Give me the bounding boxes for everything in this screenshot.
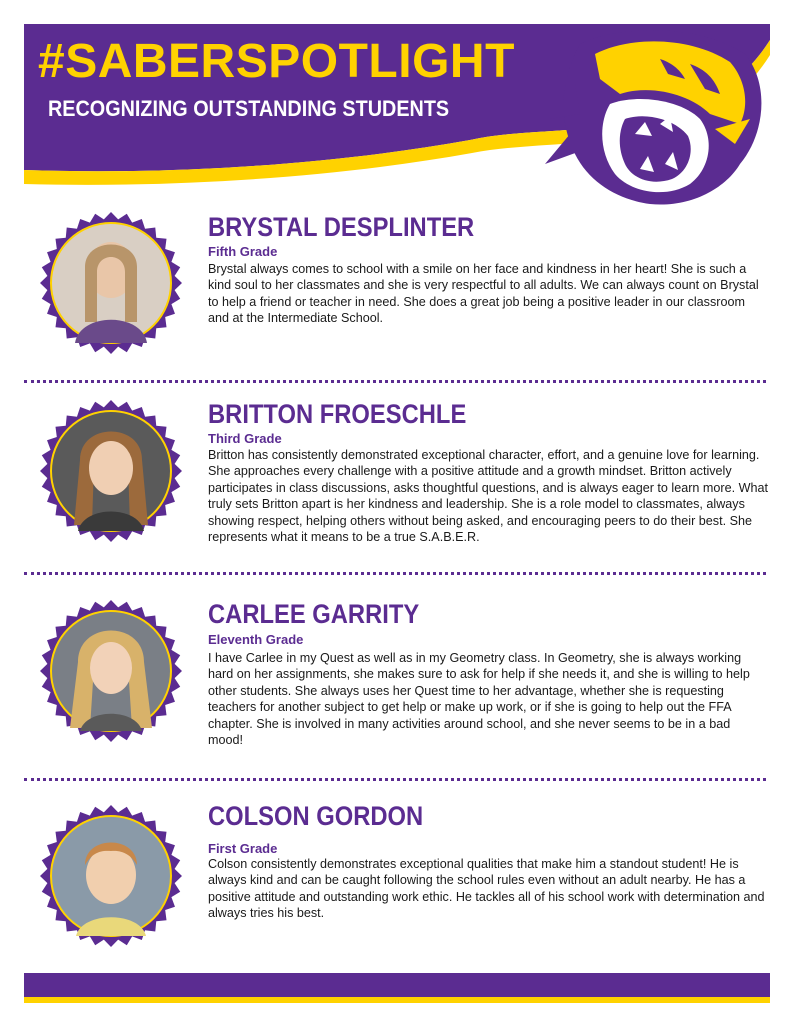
student-description: Britton has consistently demonstrated exceptional character, effort, and a genuine love for learning. She approaches every challenge with a positive attitude and a growth mindset. Britton actively participates in class discussions, asks thoughtful questions, and is always eager to learn more. What truly sets Britton apart is her kindness and leadership. She is a role model to classmates, always showing respect, helping others without being asked, and encouraging peers to do their best. She represents what it means to be a true S.A.B.E.R. bbox=[208, 448, 769, 545]
page-title: #SABERSPOTLIGHT bbox=[38, 35, 515, 88]
footer-bar bbox=[24, 973, 770, 997]
student-grade: First Grade bbox=[208, 841, 278, 856]
student-name: BRITTON FROESCHLE bbox=[208, 399, 467, 429]
header-banner bbox=[0, 0, 791, 200]
student-photo bbox=[40, 212, 182, 354]
student-grade: Fifth Grade bbox=[208, 244, 278, 259]
student-description: I have Carlee in my Quest as well as in my Geometry class. In Geometry, she is always working hard on her assignments, she makes sure to ask for help if she needs it, and she is willing to help other students. She always uses her Quest time to her advantage, whether she is requesting teachers for another subject to get help or make up work, or if she is going to help out the FFA chapter. She is involved in many activities around school, and she never seems to be in a bad mood! bbox=[208, 651, 750, 748]
student-name: BRYSTAL DESPLINTER bbox=[208, 212, 475, 242]
student-grade: Eleventh Grade bbox=[208, 632, 304, 647]
section-divider bbox=[24, 380, 766, 383]
student-name: COLSON GORDON bbox=[208, 801, 424, 831]
student-photo bbox=[40, 600, 182, 742]
student-name: CARLEE GARRITY bbox=[208, 599, 420, 629]
student-photo bbox=[40, 400, 182, 542]
page-subtitle: RECOGNIZING OUTSTANDING STUDENTS bbox=[48, 96, 450, 121]
section-divider bbox=[24, 778, 766, 781]
student-description: Brystal always comes to school with a smile on her face and kindness in her heart! She is such a kind soul to her classmates and she is very respectful to all adults. We can always count on Brystal to help a friend or teacher in need. She does a great job being a positive leader in our classroom and at the Intermediate School. bbox=[208, 262, 759, 326]
footer-accent-bar bbox=[24, 997, 770, 1003]
student-grade: Third Grade bbox=[208, 431, 282, 446]
student-description: Colson consistently demonstrates exceptional qualities that make him a standout student! He is always kind and can be caught following the school rules even without an adult nearby. He has a positive attitude and outstanding work ethic. He tackles all of his school work with determination and always tries his best. bbox=[208, 857, 765, 921]
student-photo bbox=[40, 805, 182, 947]
tiger-head-icon bbox=[540, 24, 770, 208]
section-divider bbox=[24, 572, 766, 575]
